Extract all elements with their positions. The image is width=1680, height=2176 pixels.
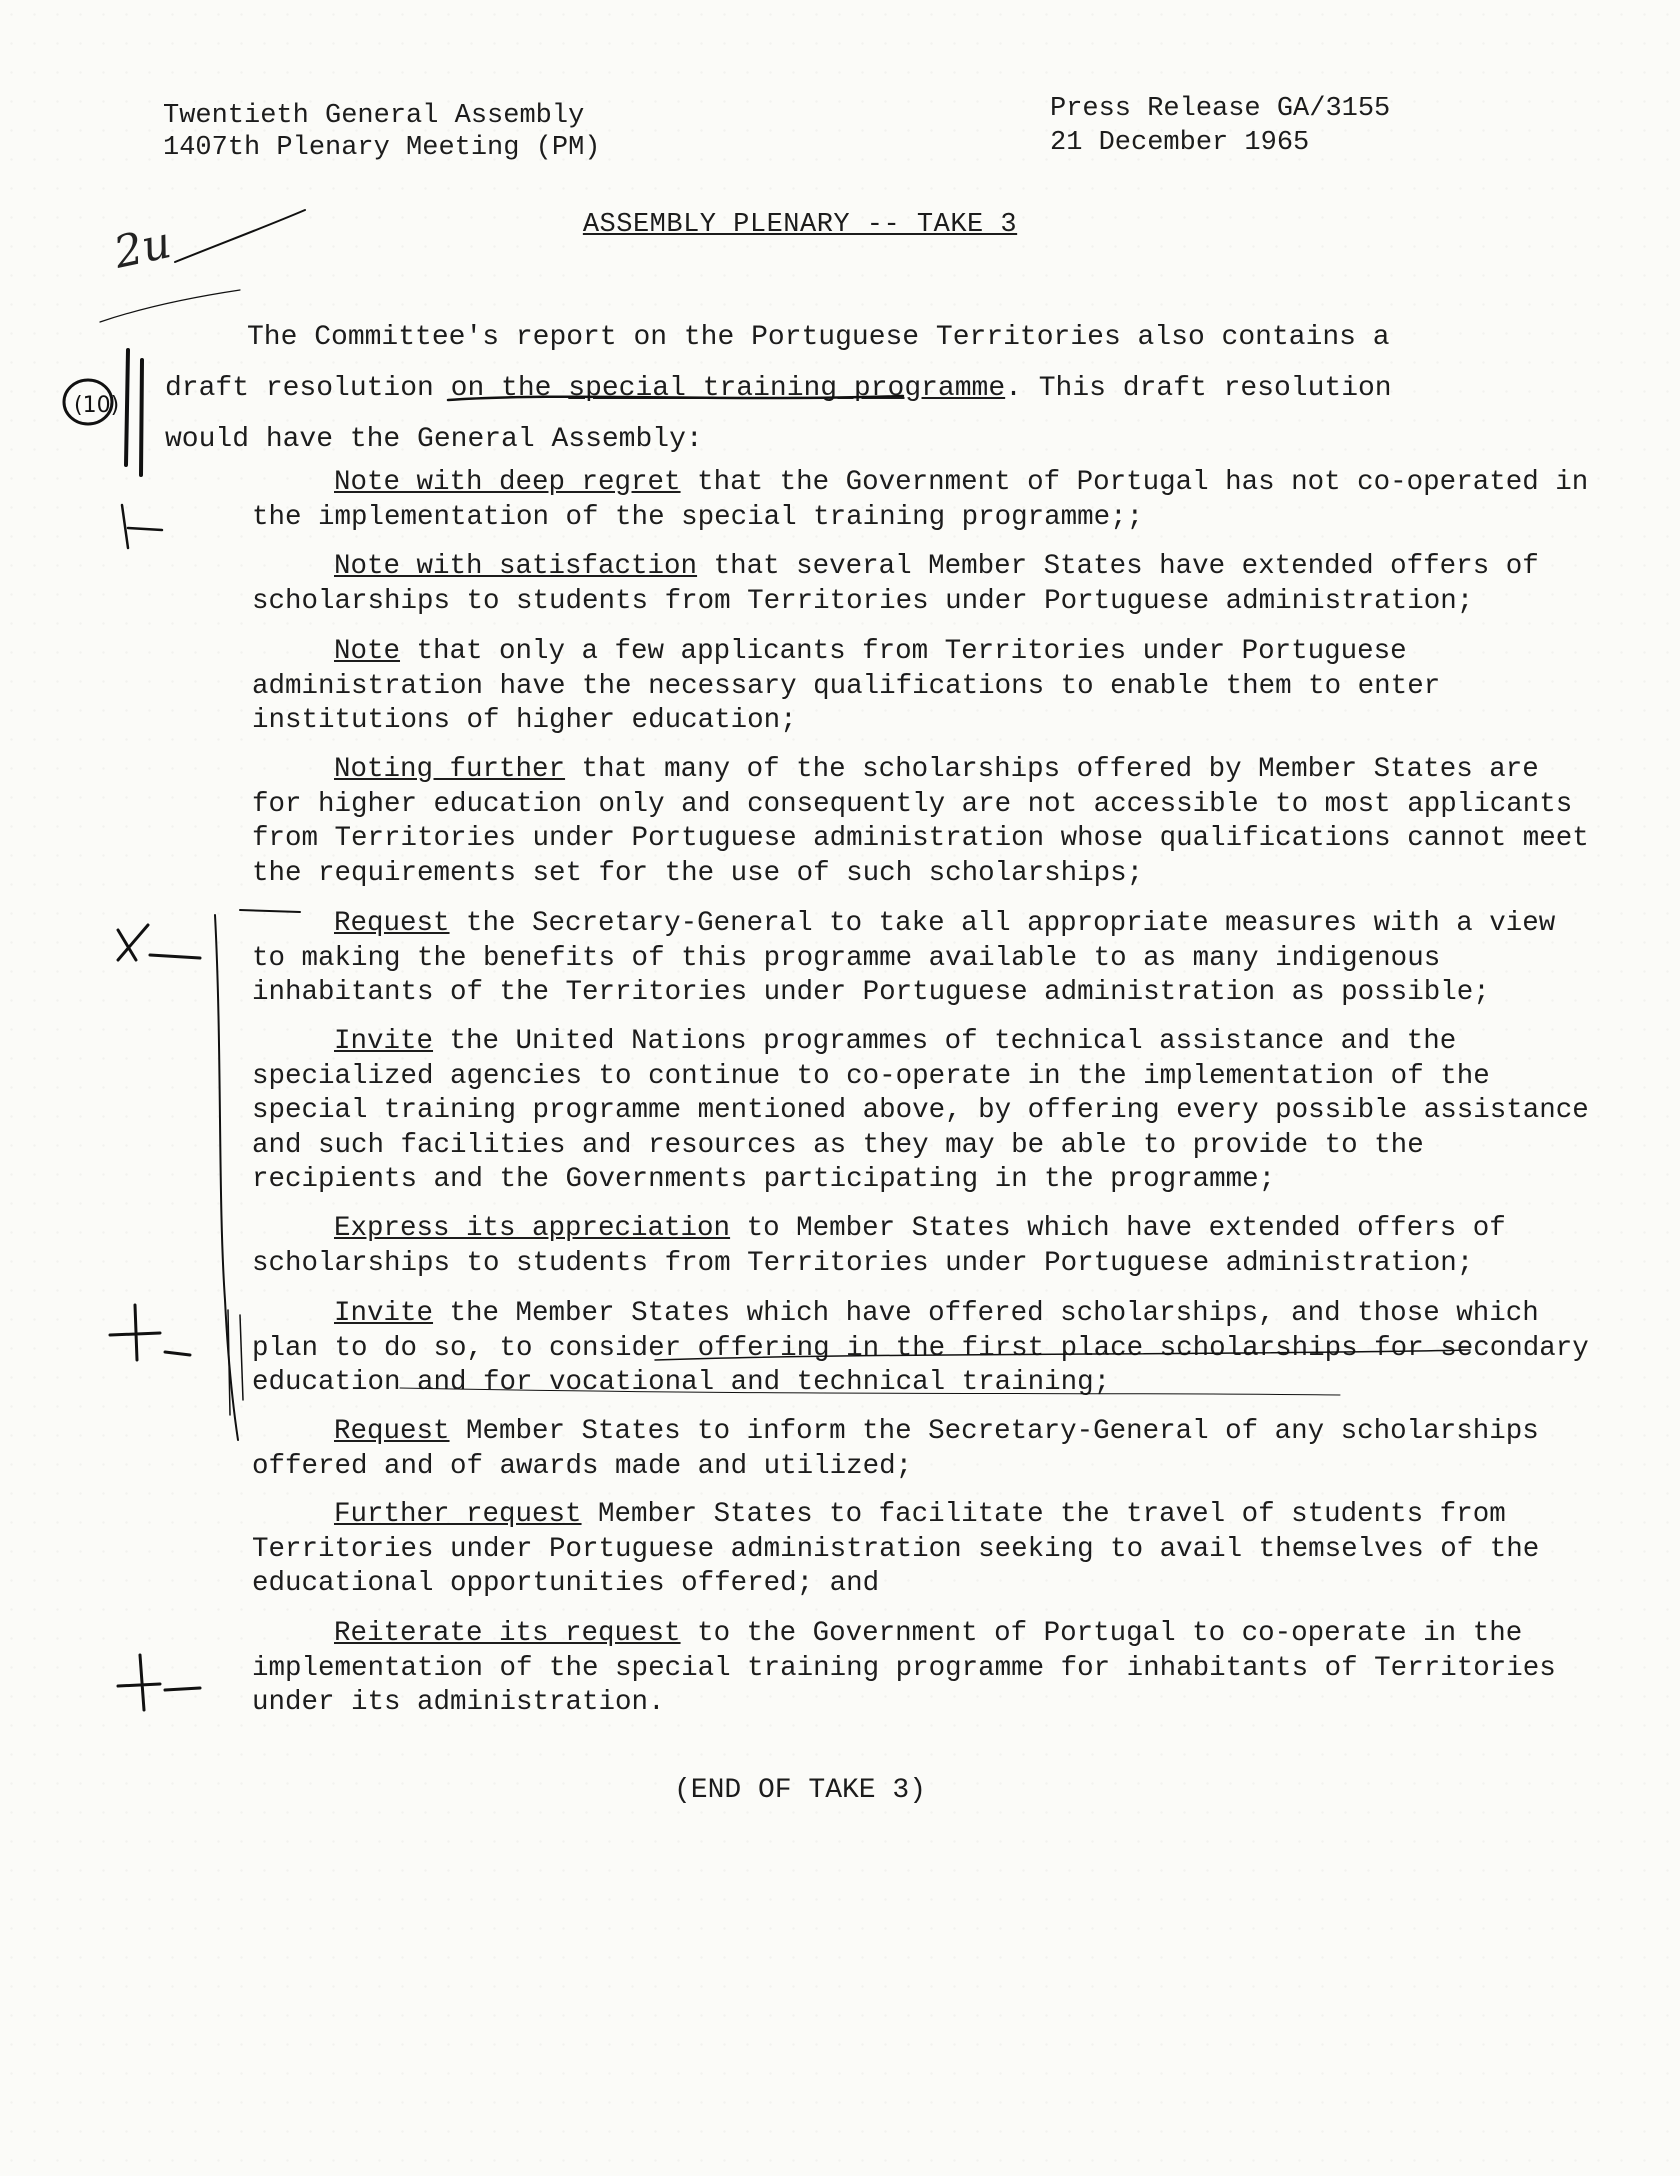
operative-text: that several Member States have extended offers of scholarships to students from Territories under Portuguese administration; bbox=[252, 551, 1539, 617]
pen-stroke bbox=[175, 210, 305, 262]
bracket-top bbox=[240, 910, 300, 912]
plus-mark bbox=[118, 925, 200, 960]
operative-lead: Express its appreciation bbox=[334, 1213, 731, 1244]
operative-lead: Further request bbox=[334, 1499, 582, 1530]
margin-bar bbox=[126, 350, 128, 465]
operative-text: that only a few applicants from Territories under Portuguese administration have the necessary qualifications to enable them to enter institutions of higher education; bbox=[252, 636, 1441, 736]
pen-underline bbox=[655, 1350, 1470, 1360]
intro-underlined-phrase: special training programme bbox=[568, 373, 1006, 404]
operative-text: the Member States which have offered scholarships, and those which plan to do so, to consider offering in the first place scholarships for secondary education and for vocational and technical training; bbox=[252, 1298, 1589, 1398]
operative-lead: Invite bbox=[334, 1026, 434, 1057]
operative-lead: Note bbox=[334, 636, 401, 667]
operative-text: the Secretary-General to take all appropriate measures with a view to making the benefits of this programme available to as many indigenous inhabitants of the Territories under Portuguese administration as possible; bbox=[252, 908, 1556, 1008]
operative-lead: Noting further bbox=[334, 754, 566, 785]
operative-text: the United Nations programmes of technical assistance and the specialized agencies to continue to co-operate in the implementation of the special training programme mentioned above, by offering every possible assistance and such facilities and resources as they may be able to provide to the recipients and the Governments participating in the programme; bbox=[252, 1026, 1589, 1195]
operative-text: to Member States which have extended offers of scholarships to students from Territories under Portuguese administration; bbox=[252, 1213, 1506, 1279]
operative-text: Member States to inform the Secretary-General of any scholarships offered and of awards made and utilized; bbox=[252, 1416, 1539, 1482]
end-of-take: (END OF TAKE 3) bbox=[673, 1775, 927, 1806]
handwritten-initials: 2u bbox=[109, 217, 176, 279]
operative-text: that many of the scholarships offered by Member States are for higher education only and consequently are not accessible to most applicants from Territories under Portuguese administration whose qualifications cannot meet the requirements set for the use of such scholarships; bbox=[252, 754, 1589, 889]
pen-underline bbox=[448, 396, 903, 400]
operative-text: to the Government of Portugal to co-operate in the implementation of the special training programme for inhabitants of Territories under its administration. bbox=[252, 1618, 1556, 1718]
operative-lead: Request bbox=[334, 1416, 450, 1447]
circled-number: (10) bbox=[74, 393, 120, 418]
operative-text: Member States to facilitate the travel of students from Territories under Portuguese administration seeking to avail themselves of the educational opportunities offered; and bbox=[252, 1499, 1540, 1599]
document-title: ASSEMBLY PLENARY -- TAKE 3 bbox=[582, 210, 1018, 240]
pen-stroke bbox=[100, 290, 240, 322]
pen-underline bbox=[400, 1388, 1340, 1395]
assembly-session: Twentieth General Assembly bbox=[163, 101, 585, 131]
operative-lead: Note with satisfaction bbox=[334, 551, 698, 582]
release-date: 21 December 1965 bbox=[1050, 128, 1310, 158]
plus-mark bbox=[118, 1655, 200, 1710]
margin-bracket bbox=[215, 915, 238, 1440]
operative-text: that the Government of Portugal has not co-operated in the implementation of the special training programme;; bbox=[252, 467, 1589, 533]
intro-text-start: The Committee's report on the Portuguese Territories also contains a draft resolution on the bbox=[165, 322, 1390, 404]
plenary-meeting: 1407th Plenary Meeting (PM) bbox=[163, 133, 601, 163]
operative-lead: Note with deep regret bbox=[334, 467, 681, 498]
margin-bar bbox=[141, 360, 142, 475]
plus-mark bbox=[110, 1305, 190, 1360]
margin-bar bbox=[228, 1310, 243, 1415]
operative-lead: Request bbox=[334, 908, 450, 939]
operative-lead: Reiterate its request bbox=[334, 1618, 681, 1649]
check-mark bbox=[122, 505, 162, 548]
press-release-number: Press Release GA/3155 bbox=[1050, 94, 1391, 124]
intro-text-end: . This draft resolution would have the General Assembly: bbox=[165, 373, 1392, 455]
operative-lead: Invite bbox=[334, 1298, 434, 1329]
